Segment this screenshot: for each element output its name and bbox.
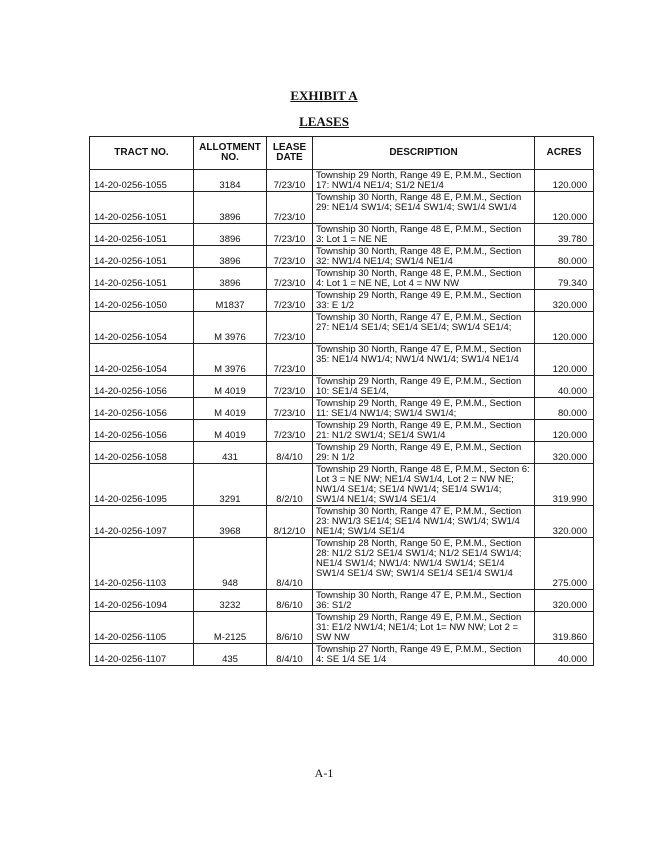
description-cell: Township 30 North, Range 48 E, P.M.M., Section 4: Lot 1 = NE NE, Lot 4 = NW NW [313,268,535,290]
lease-date-cell: 8/4/10 [267,442,313,464]
tract-cell: 14-20-0256-1056 [90,420,194,442]
tract-cell: 14-20-0256-1054 [90,344,194,376]
allotment-cell: M 3976 [194,344,267,376]
acres-cell: 120.000 [535,344,594,376]
document-title: EXHIBIT A [290,88,358,103]
lease-date-cell: 8/4/10 [267,644,313,666]
tract-cell: 14-20-0256-1051 [90,192,194,224]
acres-cell: 320.000 [535,506,594,538]
acres-cell: 120.000 [535,312,594,344]
lease-date-cell: 7/23/10 [267,192,313,224]
table-row [90,344,594,376]
acres-cell: 79.340 [535,268,594,290]
table-row [90,376,594,398]
allotment-cell: 3968 [194,506,267,538]
lease-date-cell: 7/23/10 [267,246,313,268]
table-row [90,442,594,464]
table-row [90,268,594,290]
table-row [90,538,594,590]
description-cell: Township 29 North, Range 49 E, P.M.M., Section 29: N 1/2 [313,442,535,464]
description-cell: Township 30 North, Range 48 E, P.M.M., Section 29: NE1/4 SW1/4; SE1/4 SW1/4; SW1/4 SW1/4 [313,192,535,224]
lease-date-cell: 7/23/10 [267,224,313,246]
allotment-cell: 435 [194,644,267,666]
lease-date-cell: 7/23/10 [267,344,313,376]
allotment-cell: 3896 [194,192,267,224]
allotment-cell: M 4019 [194,420,267,442]
tract-cell: 14-20-0256-1095 [90,464,194,506]
allotment-cell: M1837 [194,290,267,312]
table-row [90,464,594,506]
lease-date-cell: 8/4/10 [267,538,313,590]
description-cell: Township 29 North, Range 49 E, P.M.M., Section 17: NW1/4 NE1/4; S1/2 NE1/4 [313,170,535,192]
description-cell: Township 30 North, Range 48 E, P.M.M., Section 32: NW1/4 NE1/4; SW1/4 NE1/4 [313,246,535,268]
allotment-cell: 431 [194,442,267,464]
description-cell: Township 28 North, Range 50 E, P.M.M., Section 28: N1/2 S1/2 SE1/4 SW1/4; N1/2 SE1/4 SW1/4; NE1/4 SW1/4; NW1/4: NW1/4 SW1/4; SE1/4 SW1/4 SE1/4 SW; SW1/4 SE1/4 SE1/4 SW1/4 [313,538,535,590]
description-cell: Township 30 North, Range 47 E, P.M.M., Section 23: NW1/3 SE1/4; SE1/4 NW1/4; SW1/4; SW1/4 NE1/4; SW1/4 SE1/4 [313,506,535,538]
table-row [90,506,594,538]
allotment-cell: 948 [194,538,267,590]
table-row [90,246,594,268]
allotment-cell: 3291 [194,464,267,506]
acres-cell: 319.860 [535,612,594,644]
acres-cell: 120.000 [535,420,594,442]
tract-cell: 14-20-0256-1055 [90,170,194,192]
acres-cell: 275.000 [535,538,594,590]
allotment-cell: M 4019 [194,398,267,420]
description-cell: Township 29 North, Range 49 E, P.M.M., Section 11: SE1/4 NW1/4; SW1/4 SW1/4; [313,398,535,420]
description-cell: Township 29 North, Range 49 E, P.M.M., Section 10: SE1/4 SE1/4, [313,376,535,398]
lease-date-cell: 7/23/10 [267,268,313,290]
table-header-row [90,137,594,170]
description-cell: Township 29 North, Range 49 E, P.M.M., Section 33: E 1/2 [313,290,535,312]
tract-cell: 14-20-0256-1050 [90,290,194,312]
table-row [90,590,594,612]
lease-date-cell: 8/2/10 [267,464,313,506]
table-row [90,192,594,224]
lease-date-cell: 7/23/10 [267,170,313,192]
allotment-cell: 3896 [194,268,267,290]
table-row [90,312,594,344]
tract-cell: 14-20-0256-1058 [90,442,194,464]
tract-cell: 14-20-0256-1103 [90,538,194,590]
allotment-cell: 3184 [194,170,267,192]
allotment-cell: M-2125 [194,612,267,644]
header-acres: ACRES [535,137,594,170]
lease-date-cell: 7/23/10 [267,312,313,344]
tract-cell: 14-20-0256-1051 [90,224,194,246]
header-description: DESCRIPTION [313,137,535,170]
description-cell: Township 29 North, Range 49 E, P.M.M., Section 31: E1/2 NW1/4; NE1/4; Lot 1= NW NW; Lot 2 = SW NW [313,612,535,644]
table-row [90,420,594,442]
tract-cell: 14-20-0256-1056 [90,376,194,398]
tract-cell: 14-20-0256-1097 [90,506,194,538]
acres-cell: 40.000 [535,644,594,666]
header-lease-date: LEASE DATE [267,137,313,170]
allotment-cell: 3232 [194,590,267,612]
table-row [90,612,594,644]
table-row [90,644,594,666]
acres-cell: 319.990 [535,464,594,506]
description-cell: Township 30 North, Range 47 E, P.M.M., Section 35: NE1/4 NW1/4; NW1/4 NW1/4; SW1/4 NE1/4 [313,344,535,376]
description-cell: Township 30 North, Range 47 E, P.M.M., Section 27: NE1/4 SE1/4; SE1/4 SE1/4; SW1/4 SE1/4; [313,312,535,344]
lease-date-cell: 7/23/10 [267,398,313,420]
acres-cell: 320.000 [535,442,594,464]
description-cell: Township 27 North, Range 49 E, P.M.M., Section 4: SE 1/4 SE 1/4 [313,644,535,666]
page-number: A-1 [314,766,334,780]
lease-date-cell: 7/23/10 [267,420,313,442]
description-cell: Township 29 North, Range 48 E, P.M.M., Secton 6: Lot 3 = NE NW; NE1/4 SW1/4, Lot 2 = NW NE; NW1/4 SE1/4; SE1/4 NW1/4; SE1/4 SW1/4; SW1/4 NE1/4; SW1/4 SE1/4 [313,464,535,506]
description-cell: Township 30 North, Range 48 E, P.M.M., Section 3: Lot 1 = NE NE [313,224,535,246]
leases-table [89,136,594,666]
table-row [90,290,594,312]
tract-cell: 14-20-0256-1056 [90,398,194,420]
acres-cell: 120.000 [535,192,594,224]
description-cell: Township 29 North, Range 49 E, P.M.M., Section 21: N1/2 SW1/4; SE1/4 SW1/4 [313,420,535,442]
lease-date-cell: 8/12/10 [267,506,313,538]
tract-cell: 14-20-0256-1094 [90,590,194,612]
acres-cell: 39.780 [535,224,594,246]
acres-cell: 80.000 [535,246,594,268]
lease-date-cell: 8/6/10 [267,612,313,644]
lease-date-cell: 7/23/10 [267,290,313,312]
document-subtitle: LEASES [299,114,349,129]
allotment-cell: 3896 [194,246,267,268]
tract-cell: 14-20-0256-1107 [90,644,194,666]
acres-cell: 40.000 [535,376,594,398]
lease-date-cell: 7/23/10 [267,376,313,398]
acres-cell: 120.000 [535,170,594,192]
acres-cell: 80.000 [535,398,594,420]
tract-cell: 14-20-0256-1051 [90,268,194,290]
acres-cell: 320.000 [535,590,594,612]
header-tract-no: TRACT NO. [90,137,194,170]
lease-date-cell: 8/6/10 [267,590,313,612]
tract-cell: 14-20-0256-1051 [90,246,194,268]
table-row [90,398,594,420]
description-cell: Township 30 North, Range 47 E, P.M.M., Section 36: S1/2 [313,590,535,612]
allotment-cell: M 3976 [194,312,267,344]
table-row [90,224,594,246]
allotment-cell: 3896 [194,224,267,246]
tract-cell: 14-20-0256-1105 [90,612,194,644]
acres-cell: 320.000 [535,290,594,312]
table-row [90,170,594,192]
tract-cell: 14-20-0256-1054 [90,312,194,344]
header-allotment-no: ALLOTMENT NO. [194,137,267,170]
allotment-cell: M 4019 [194,376,267,398]
